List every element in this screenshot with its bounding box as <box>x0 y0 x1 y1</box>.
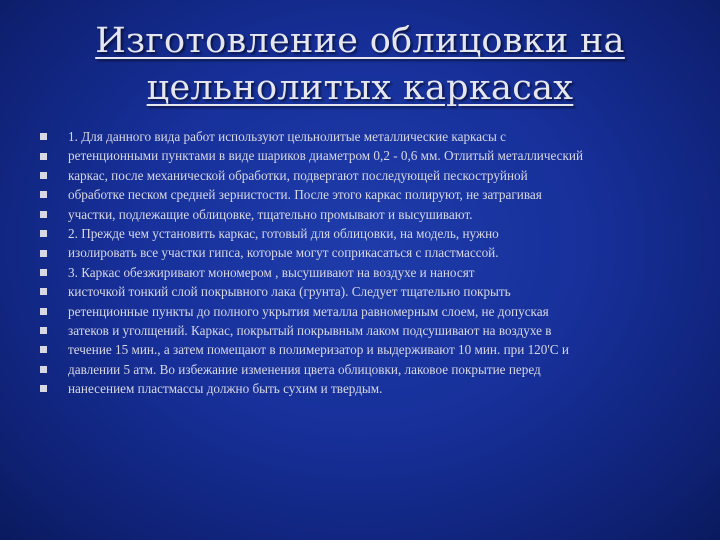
body-line: ретенционные пункты до полного укрытия металла равномерным слоем, не допуская <box>68 303 549 319</box>
body-row <box>40 224 700 243</box>
body-row <box>40 243 700 262</box>
square-bullet-icon <box>40 230 47 237</box>
square-bullet-icon <box>40 250 47 257</box>
title-line-1: Изготовление облицовки на <box>95 21 625 61</box>
body-row <box>40 360 700 379</box>
body-row <box>40 321 700 340</box>
body-line: участки, подлежащие облицовке, тщательно промывают и высушивают. <box>68 206 473 222</box>
body-row <box>40 166 700 185</box>
square-bullet-icon <box>40 366 47 373</box>
body-row <box>40 127 700 146</box>
square-bullet-icon <box>40 133 47 140</box>
body-row <box>40 263 700 282</box>
body-row <box>40 379 700 398</box>
square-bullet-icon <box>40 191 47 198</box>
slide-body <box>40 127 700 398</box>
body-row <box>40 205 700 224</box>
body-line: обработке песком средней зернистости. После этого каркас полируют, не затрагивая <box>68 187 542 203</box>
body-row <box>40 302 700 321</box>
body-line: 2. Прежде чем установить каркас, готовый для облицовки, на модель, нужно <box>68 225 499 241</box>
square-bullet-icon <box>40 327 47 334</box>
body-line: нанесением пластмассы должно быть сухим и твердым. <box>68 381 383 397</box>
square-bullet-icon <box>40 211 47 218</box>
body-row <box>40 340 700 359</box>
square-bullet-icon <box>40 288 47 295</box>
square-bullet-icon <box>40 385 47 392</box>
body-line: изолировать все участки гипса, которые могут соприкасаться с пластмассой. <box>68 245 499 261</box>
body-line: затеков и уголщений. Каркас, покрытый покрывным лаком подсушивают на воздухе в <box>68 322 552 338</box>
body-row <box>40 185 700 204</box>
square-bullet-icon <box>40 153 47 160</box>
body-line: кисточкой тонкий слой покрывного лака (грунта). Следует тщательно покрыть <box>68 284 511 300</box>
square-bullet-icon <box>40 308 47 315</box>
body-line: 3. Каркас обезжиривают мономером , высушивают на воздухе и наносят <box>68 264 475 280</box>
square-bullet-icon <box>40 269 47 276</box>
body-line: 1. Для данного вида работ используют цельнолитые металлические каркасы с <box>68 128 506 144</box>
body-line: ретенционными пунктами в виде шариков диаметром 0,2 - 0,6 мм. Отлитый металлический <box>68 148 584 164</box>
square-bullet-icon <box>40 346 47 353</box>
body-row <box>40 282 700 301</box>
slide-title <box>60 18 660 112</box>
body-line: давлении 5 атм. Во избежание изменения цвета облицовки, лаковое покрытие перед <box>68 361 541 377</box>
body-row <box>40 146 700 165</box>
body-line: течение 15 мин., а затем помещают в полимеризатор и выдерживают 10 мин. при 120'С и <box>68 342 569 358</box>
title-line-2: цельнолитых каркасах <box>146 68 574 108</box>
square-bullet-icon <box>40 172 47 179</box>
body-line: каркас, после механической обработки, подвергают последующей пескоструйной <box>68 167 528 183</box>
